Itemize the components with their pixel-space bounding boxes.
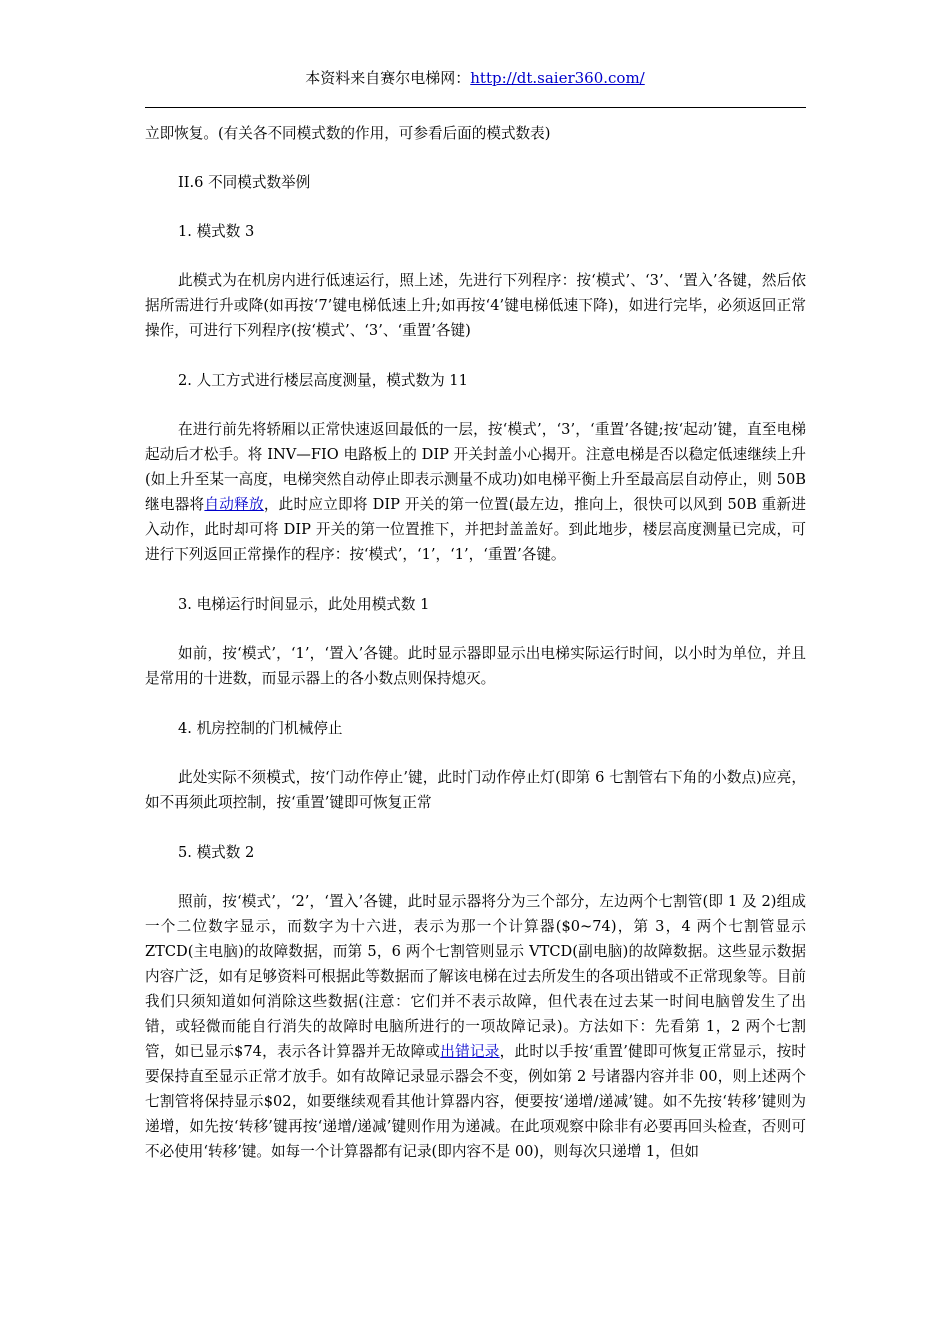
page-header xyxy=(0,66,950,90)
document-body xyxy=(145,121,806,1189)
section-heading-ii6: II.6 不同模式数举例 xyxy=(178,174,311,191)
heading-door-stop: 4. 机房控制的门机械停止 xyxy=(178,720,343,737)
heading-mode-2: 5. 模式数 2 xyxy=(178,844,255,861)
header-rule xyxy=(145,107,806,108)
heading-mode-3: 1. 模式数 3 xyxy=(178,223,255,240)
paragraph-floor-height-part2: ，此时应立即将 DIP 开关的第一位置(最左边，推向上，很快可以风到 50B 重新进入动作，此时却可将 DIP 开关的第一位置推下，并把封盖盖好。到此地步，楼层高度测量已完成，可进行下列返回正常操作的程序：按‘模式’，‘1’，‘1’，‘重置’各键。 xyxy=(145,496,806,563)
paragraph-door-stop: 此处实际不须模式，按‘门动作停止’键，此时门动作停止灯(即第 6 七割管右下角的小数点)应亮，如不再须此项控制，按‘重置’键即可恢复正常 xyxy=(145,769,806,811)
header-label: 本资料来自赛尔电梯网： xyxy=(305,69,471,87)
paragraph-continuation: 立即恢复。(有关各不同模式数的作用，可参看后面的模式数表) xyxy=(145,125,551,142)
heading-runtime-display: 3. 电梯运行时间显示，此处用模式数 1 xyxy=(178,596,430,613)
paragraph-runtime-display: 如前，按‘模式’，‘1’，‘置入’各键。此时显示器即显示出电梯实际运行时间，以小时为单位，并且是常用的十进数，而显示器上的各小数点则保持熄灭。 xyxy=(145,645,806,687)
heading-floor-height: 2. 人工方式进行楼层高度测量，模式数为 11 xyxy=(178,372,468,389)
paragraph-mode-3: 此模式为在机房内进行低速运行，照上述，先进行下列程序：按‘模式’、‘3’、‘置入’各键，然后依据所需进行升或降(如再按‘7’键电梯低速上升;如再按‘4’键电梯低速下降)，如进行完毕，必须返回正常操作，可进行下列程序(按‘模式’、‘3’、‘重置’各键) xyxy=(145,272,806,339)
paragraph-floor-height xyxy=(145,417,806,567)
paragraph-mode-2-part1: 照前，按‘模式’，‘2’，‘置入’各键，此时显示器将分为三个部分，左边两个七割管(即 1 及 2)组成一个二位数字显示，而数字为十六进，表示为那一个计算器($0~74)，第 3，4 两个七割管显示 ZTCD(主电脑)的故障数据，而第 5，6 两个七割管则显示 VTCD(副电脑)的故障数据。这些显示数据内容广泛，如有足够资料可根据此等数据而了解该电梯在过去所发生的各项出错或不正常现象等。目前我们只须知道如何消除这些数据(注意：它们并不表示故障，但代表在过去某一时间电脑曾发生了出错，或轻微而能自行消失的故障时电脑所进行的一项故障记录)。方法如下：先看第 1，2 两个七割管，如已显示$74，表示各计算器并无故障或 xyxy=(145,893,806,1060)
paragraph-mode-2-part2: ，此时以手按‘重置’健即可恢复正常显示，按时要保持直至显示正常才放手。如有故障记录显示器会不变，例如第 2 号诸器内容并非 00，则上述两个七割管将保持显示$02，如要继续观看其他计算器内容，便要按‘递增/递减’键。如不先按‘转移’键则为递增，如先按‘转移’键再按‘递增/递减’键则作用为递减。在此项观察中除非有必要再回头检查，否则可不必使用‘转移’键。如每一个计算器都有记录(即内容不是 00)，则每次只递增 1，但如 xyxy=(145,1043,807,1160)
error-record-link[interactable]: 出错记录 xyxy=(440,1043,500,1060)
paragraph-floor-height-part1: 在进行前先将轿厢以正常快速返回最低的一层，按‘模式’，‘3’，‘重置’各键;按‘起动’键，直至电梯起动后才松手。将 INV—FIO 电路板上的 DIP 开关封盖小心揭开。注意电梯是否以稳定低速继续上升(如上升至某一高度，电梯突然自动停止即表示测量不成功)如电梯平衡上升至最高层自动停止，则 50B 继电器将 xyxy=(145,421,806,513)
auto-release-link[interactable]: 自动释放 xyxy=(204,496,264,513)
paragraph-mode-2 xyxy=(145,889,806,1164)
header-url-link[interactable]: http://dt.saier360.com/ xyxy=(470,69,645,87)
